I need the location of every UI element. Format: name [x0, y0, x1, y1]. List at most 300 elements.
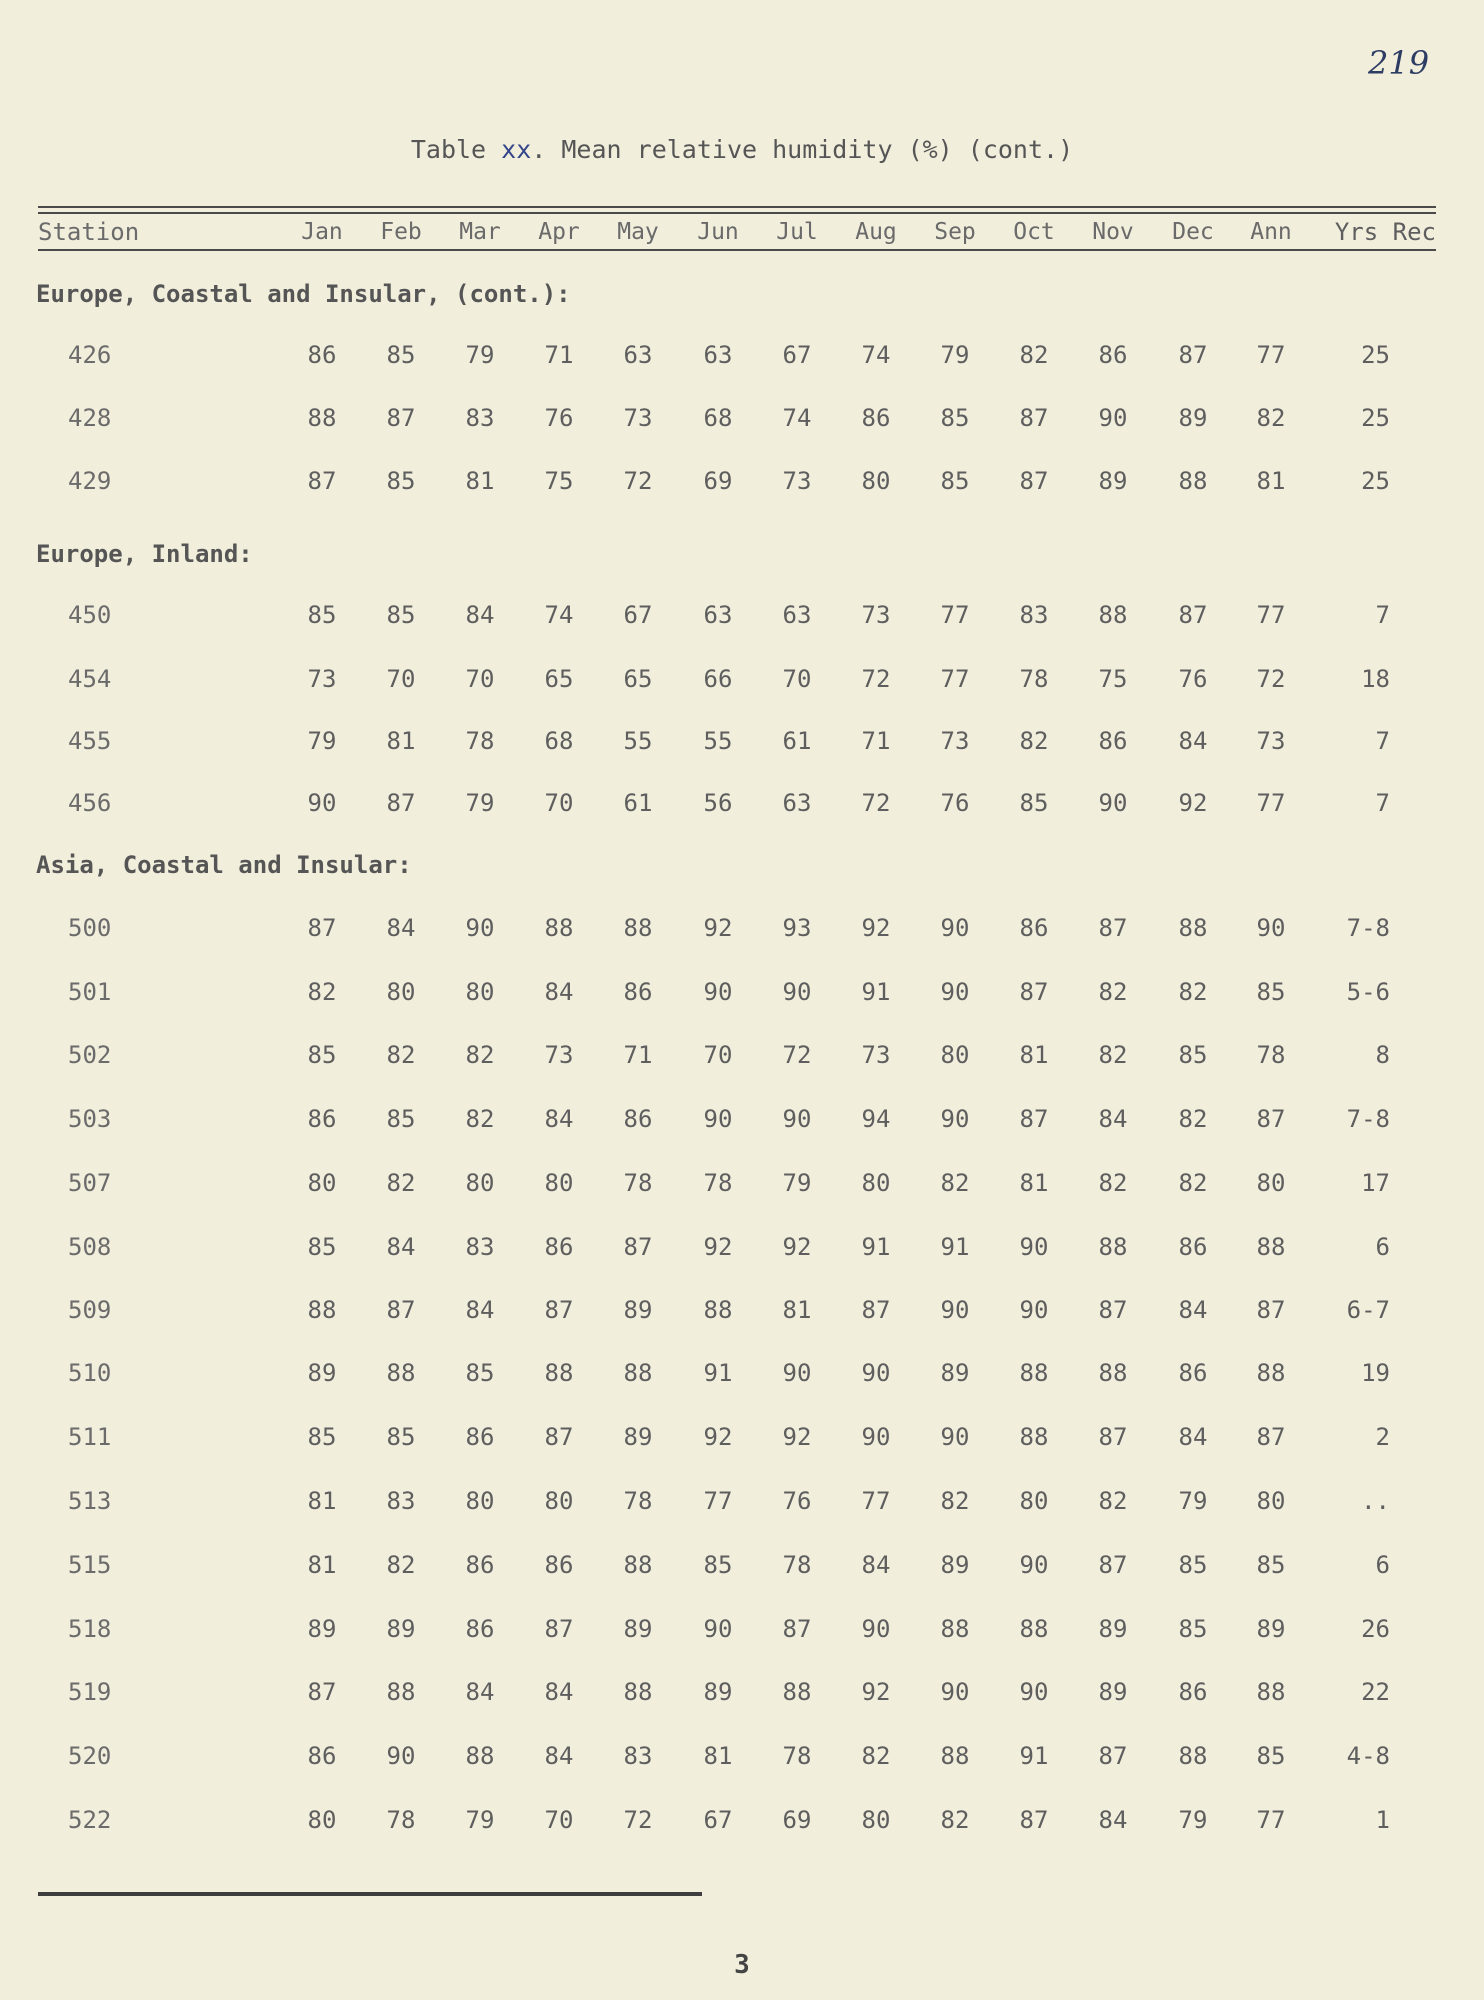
humidity-value: 90: [703, 1105, 733, 1133]
humidity-value: 76: [782, 1487, 812, 1515]
humidity-value: 82: [307, 978, 337, 1006]
header-station: Station: [38, 218, 140, 246]
humidity-value: 87: [1019, 404, 1049, 432]
humidity-value: 86: [307, 1742, 337, 1770]
years-recorded: 6: [1375, 1551, 1390, 1579]
humidity-value: 78: [1019, 665, 1049, 693]
humidity-value: 73: [307, 665, 337, 693]
humidity-value: 81: [703, 1742, 733, 1770]
humidity-value: 71: [623, 1041, 653, 1069]
humidity-value: 70: [782, 665, 812, 693]
humidity-value: 90: [940, 914, 970, 942]
section-heading: Europe, Coastal and Insular, (cont.):: [36, 280, 571, 308]
humidity-value: 82: [1019, 341, 1049, 369]
table-row: [0, 783, 1484, 823]
humidity-value: 90: [940, 978, 970, 1006]
table-row: [0, 398, 1484, 438]
humidity-value: 85: [307, 1423, 337, 1451]
humidity-value: 92: [703, 914, 733, 942]
humidity-value: 74: [861, 341, 891, 369]
humidity-value: 85: [1256, 978, 1286, 1006]
years-recorded: 25: [1361, 467, 1390, 495]
humidity-value: 88: [465, 1742, 495, 1770]
humidity-value: 55: [703, 727, 733, 755]
humidity-value: 56: [703, 789, 733, 817]
humidity-value: 92: [782, 1233, 812, 1261]
section-heading: Asia, Coastal and Insular:: [36, 851, 412, 879]
header-aug: Aug: [855, 219, 897, 245]
years-recorded: 7: [1375, 601, 1390, 629]
humidity-value: 87: [1098, 1551, 1128, 1579]
humidity-value: 86: [1098, 727, 1128, 755]
humidity-value: 73: [861, 1041, 891, 1069]
table-row: [0, 1417, 1484, 1457]
humidity-value: 86: [544, 1551, 574, 1579]
humidity-value: 85: [465, 1359, 495, 1387]
station-id: 455: [68, 727, 112, 755]
humidity-value: 88: [1019, 1359, 1049, 1387]
humidity-value: 89: [1098, 467, 1128, 495]
humidity-value: 82: [861, 1742, 891, 1770]
humidity-value: 86: [1178, 1233, 1208, 1261]
humidity-value: 72: [782, 1041, 812, 1069]
humidity-value: 83: [623, 1742, 653, 1770]
humidity-value: 82: [1098, 1487, 1128, 1515]
humidity-value: 88: [1256, 1233, 1286, 1261]
humidity-value: 82: [386, 1041, 416, 1069]
humidity-value: 77: [1256, 601, 1286, 629]
humidity-value: 80: [544, 1169, 574, 1197]
humidity-value: 86: [623, 978, 653, 1006]
humidity-value: 71: [861, 727, 891, 755]
humidity-value: 80: [861, 467, 891, 495]
humidity-value: 76: [544, 404, 574, 432]
humidity-value: 88: [386, 1678, 416, 1706]
humidity-value: 84: [544, 1742, 574, 1770]
humidity-value: 88: [782, 1678, 812, 1706]
header-jun: Jun: [697, 219, 739, 245]
table-row: [0, 1035, 1484, 1075]
humidity-value: 80: [1019, 1487, 1049, 1515]
humidity-value: 72: [861, 665, 891, 693]
humidity-value: 87: [307, 467, 337, 495]
humidity-value: 89: [703, 1678, 733, 1706]
humidity-value: 80: [861, 1169, 891, 1197]
section-heading: Europe, Inland:: [36, 540, 253, 568]
humidity-value: 88: [1098, 601, 1128, 629]
station-id: 522: [68, 1806, 112, 1834]
humidity-value: 84: [465, 1678, 495, 1706]
table-row: [0, 461, 1484, 501]
humidity-value: 88: [623, 914, 653, 942]
header-years-recorded: Yrs Rec: [1334, 218, 1436, 246]
humidity-value: 80: [861, 1806, 891, 1834]
humidity-value: 82: [940, 1487, 970, 1515]
humidity-value: 77: [1256, 1806, 1286, 1834]
humidity-value: 79: [307, 727, 337, 755]
humidity-value: 81: [386, 727, 416, 755]
humidity-value: 88: [623, 1359, 653, 1387]
header-ann: Ann: [1250, 219, 1292, 245]
table-row: [0, 1672, 1484, 1712]
humidity-value: 82: [1178, 1105, 1208, 1133]
humidity-value: 82: [386, 1551, 416, 1579]
humidity-value: 83: [465, 1233, 495, 1261]
humidity-value: 88: [1098, 1233, 1128, 1261]
station-id: 507: [68, 1169, 112, 1197]
station-id: 509: [68, 1296, 112, 1324]
station-id: 428: [68, 404, 112, 432]
humidity-value: 79: [1178, 1806, 1208, 1834]
table-number: xx: [501, 135, 532, 164]
station-id: 511: [68, 1423, 112, 1451]
humidity-value: 88: [940, 1742, 970, 1770]
humidity-value: 84: [544, 1678, 574, 1706]
humidity-value: 77: [1256, 341, 1286, 369]
station-id: 500: [68, 914, 112, 942]
bottom-rule: [38, 1892, 702, 1896]
humidity-value: 90: [1256, 914, 1286, 942]
humidity-value: 87: [386, 789, 416, 817]
years-recorded: 22: [1361, 1678, 1390, 1706]
header-apr: Apr: [538, 219, 580, 245]
humidity-value: 92: [782, 1423, 812, 1451]
station-id: 515: [68, 1551, 112, 1579]
humidity-value: 90: [940, 1423, 970, 1451]
page-number: 219: [1368, 44, 1430, 82]
footer-page-number: 3: [734, 1950, 750, 1980]
humidity-value: 88: [544, 1359, 574, 1387]
humidity-value: 80: [1256, 1169, 1286, 1197]
station-id: 520: [68, 1742, 112, 1770]
humidity-value: 68: [703, 404, 733, 432]
humidity-value: 87: [386, 1296, 416, 1324]
humidity-value: 84: [1178, 1423, 1208, 1451]
humidity-value: 88: [703, 1296, 733, 1324]
humidity-value: 85: [940, 404, 970, 432]
humidity-value: 92: [861, 914, 891, 942]
humidity-value: 92: [861, 1678, 891, 1706]
humidity-value: 87: [544, 1615, 574, 1643]
humidity-value: 86: [861, 404, 891, 432]
humidity-value: 90: [1019, 1296, 1049, 1324]
humidity-value: 90: [782, 1359, 812, 1387]
humidity-value: 81: [1019, 1169, 1049, 1197]
table-row: [0, 1545, 1484, 1585]
humidity-value: 89: [623, 1296, 653, 1324]
humidity-value: 61: [782, 727, 812, 755]
humidity-value: 88: [386, 1359, 416, 1387]
humidity-value: 88: [1178, 1742, 1208, 1770]
humidity-value: 66: [703, 665, 733, 693]
humidity-value: 88: [623, 1678, 653, 1706]
humidity-value: 76: [940, 789, 970, 817]
station-id: 429: [68, 467, 112, 495]
table-row: [0, 721, 1484, 761]
humidity-value: 63: [623, 341, 653, 369]
humidity-value: 89: [940, 1359, 970, 1387]
humidity-value: 85: [307, 1233, 337, 1261]
table-row: [0, 1736, 1484, 1776]
humidity-value: 94: [861, 1105, 891, 1133]
humidity-value: 70: [544, 1806, 574, 1834]
humidity-value: 72: [623, 467, 653, 495]
table-row: [0, 1609, 1484, 1649]
years-recorded: 5-6: [1346, 978, 1390, 1006]
header-mar: Mar: [459, 219, 501, 245]
humidity-value: 90: [386, 1742, 416, 1770]
station-id: 510: [68, 1359, 112, 1387]
station-id: 503: [68, 1105, 112, 1133]
humidity-value: 74: [544, 601, 574, 629]
humidity-value: 91: [861, 1233, 891, 1261]
humidity-value: 85: [386, 1423, 416, 1451]
humidity-value: 82: [1019, 727, 1049, 755]
humidity-value: 88: [1178, 467, 1208, 495]
humidity-value: 80: [1256, 1487, 1286, 1515]
humidity-value: 80: [940, 1041, 970, 1069]
humidity-value: 82: [1256, 404, 1286, 432]
humidity-value: 65: [623, 665, 653, 693]
table-row: [0, 1290, 1484, 1330]
humidity-value: 85: [940, 467, 970, 495]
humidity-value: 73: [623, 404, 653, 432]
humidity-value: 67: [623, 601, 653, 629]
table-row: [0, 659, 1484, 699]
humidity-value: 79: [465, 341, 495, 369]
humidity-value: 83: [1019, 601, 1049, 629]
humidity-value: 91: [703, 1359, 733, 1387]
humidity-value: 90: [1019, 1233, 1049, 1261]
station-id: 450: [68, 601, 112, 629]
humidity-value: 84: [861, 1551, 891, 1579]
humidity-value: 89: [307, 1359, 337, 1387]
humidity-value: 86: [465, 1551, 495, 1579]
humidity-value: 90: [1019, 1551, 1049, 1579]
humidity-value: 90: [861, 1615, 891, 1643]
humidity-value: 85: [386, 341, 416, 369]
humidity-value: 85: [386, 1105, 416, 1133]
humidity-value: 84: [465, 1296, 495, 1324]
humidity-value: 73: [940, 727, 970, 755]
header-dec: Dec: [1172, 219, 1214, 245]
humidity-value: 87: [1098, 1296, 1128, 1324]
humidity-value: 91: [861, 978, 891, 1006]
humidity-value: 92: [703, 1423, 733, 1451]
humidity-value: 87: [1019, 467, 1049, 495]
header-sep: Sep: [934, 219, 976, 245]
humidity-value: 85: [703, 1551, 733, 1579]
table-title: [0, 135, 1484, 164]
humidity-value: 72: [1256, 665, 1286, 693]
station-id: 426: [68, 341, 112, 369]
humidity-value: 87: [1256, 1105, 1286, 1133]
humidity-value: 67: [782, 341, 812, 369]
humidity-value: 89: [1256, 1615, 1286, 1643]
humidity-value: 78: [465, 727, 495, 755]
humidity-value: 82: [1098, 978, 1128, 1006]
humidity-value: 82: [1178, 978, 1208, 1006]
humidity-value: 88: [1098, 1359, 1128, 1387]
humidity-value: 87: [1019, 1105, 1049, 1133]
humidity-value: 86: [1178, 1359, 1208, 1387]
table-row: [0, 1163, 1484, 1203]
station-id: 502: [68, 1041, 112, 1069]
humidity-value: 71: [544, 341, 574, 369]
humidity-value: 90: [861, 1359, 891, 1387]
humidity-value: 80: [307, 1169, 337, 1197]
humidity-value: 80: [544, 1487, 574, 1515]
humidity-value: 87: [386, 404, 416, 432]
humidity-value: 84: [1178, 727, 1208, 755]
years-recorded: 7-8: [1346, 1105, 1390, 1133]
header-nov: Nov: [1092, 219, 1134, 245]
humidity-value: 90: [782, 1105, 812, 1133]
humidity-value: 74: [782, 404, 812, 432]
humidity-value: 87: [1256, 1296, 1286, 1324]
humidity-value: 79: [782, 1169, 812, 1197]
humidity-value: 85: [1178, 1041, 1208, 1069]
humidity-value: 90: [1098, 789, 1128, 817]
humidity-value: 86: [465, 1615, 495, 1643]
humidity-value: 77: [861, 1487, 891, 1515]
humidity-value: 63: [782, 601, 812, 629]
humidity-value: 68: [544, 727, 574, 755]
humidity-value: 88: [307, 1296, 337, 1324]
humidity-value: 72: [861, 789, 891, 817]
humidity-value: 63: [703, 601, 733, 629]
humidity-value: 87: [544, 1296, 574, 1324]
humidity-value: 78: [782, 1551, 812, 1579]
humidity-value: 78: [1256, 1041, 1286, 1069]
header-rule: [38, 249, 1436, 251]
table-row: [0, 1353, 1484, 1393]
station-id: 501: [68, 978, 112, 1006]
header-jan: Jan: [301, 219, 343, 245]
humidity-value: 90: [940, 1296, 970, 1324]
humidity-value: 82: [465, 1041, 495, 1069]
humidity-value: 86: [1178, 1678, 1208, 1706]
humidity-value: 79: [465, 789, 495, 817]
humidity-value: 86: [1098, 341, 1128, 369]
years-recorded: 1: [1375, 1806, 1390, 1834]
humidity-value: 70: [386, 665, 416, 693]
humidity-value: 77: [940, 601, 970, 629]
humidity-value: 82: [940, 1169, 970, 1197]
humidity-value: 87: [307, 914, 337, 942]
years-recorded: 8: [1375, 1041, 1390, 1069]
humidity-value: 84: [544, 978, 574, 1006]
humidity-value: 85: [386, 601, 416, 629]
humidity-value: 90: [703, 978, 733, 1006]
years-recorded: 19: [1361, 1359, 1390, 1387]
years-recorded: 7-8: [1346, 914, 1390, 942]
humidity-value: 90: [1098, 404, 1128, 432]
humidity-value: 93: [782, 914, 812, 942]
humidity-value: 87: [782, 1615, 812, 1643]
humidity-value: 87: [861, 1296, 891, 1324]
humidity-value: 81: [782, 1296, 812, 1324]
humidity-value: 85: [1256, 1742, 1286, 1770]
humidity-value: 70: [465, 665, 495, 693]
humidity-value: 88: [307, 404, 337, 432]
humidity-value: 82: [386, 1169, 416, 1197]
years-recorded: 25: [1361, 341, 1390, 369]
humidity-value: 87: [623, 1233, 653, 1261]
table-row: [0, 1099, 1484, 1139]
humidity-value: 79: [1178, 1487, 1208, 1515]
humidity-value: 75: [1098, 665, 1128, 693]
years-recorded: 7: [1375, 727, 1390, 755]
humidity-value: 87: [544, 1423, 574, 1451]
humidity-value: 81: [307, 1551, 337, 1579]
humidity-value: 91: [940, 1233, 970, 1261]
humidity-value: 63: [782, 789, 812, 817]
humidity-value: 76: [1178, 665, 1208, 693]
humidity-value: 63: [703, 341, 733, 369]
humidity-value: 89: [307, 1615, 337, 1643]
humidity-value: 88: [1019, 1615, 1049, 1643]
humidity-value: 85: [1256, 1551, 1286, 1579]
humidity-value: 89: [1098, 1678, 1128, 1706]
humidity-value: 77: [1256, 789, 1286, 817]
station-id: 518: [68, 1615, 112, 1643]
humidity-value: 85: [1178, 1551, 1208, 1579]
humidity-value: 55: [623, 727, 653, 755]
header-feb: Feb: [380, 219, 422, 245]
humidity-value: 84: [544, 1105, 574, 1133]
humidity-value: 84: [1098, 1806, 1128, 1834]
humidity-value: 83: [386, 1487, 416, 1515]
humidity-value: 91: [1019, 1742, 1049, 1770]
humidity-value: 80: [465, 1487, 495, 1515]
humidity-value: 88: [940, 1615, 970, 1643]
humidity-value: 90: [861, 1423, 891, 1451]
humidity-value: 69: [782, 1806, 812, 1834]
humidity-value: 90: [940, 1678, 970, 1706]
humidity-value: 88: [1256, 1678, 1286, 1706]
humidity-value: 72: [623, 1806, 653, 1834]
humidity-value: 90: [307, 789, 337, 817]
humidity-value: 82: [940, 1806, 970, 1834]
humidity-value: 81: [1256, 467, 1286, 495]
humidity-value: 88: [623, 1551, 653, 1579]
humidity-value: 89: [1098, 1615, 1128, 1643]
humidity-value: 73: [861, 601, 891, 629]
humidity-value: 87: [1098, 1423, 1128, 1451]
humidity-value: 86: [544, 1233, 574, 1261]
humidity-value: 77: [940, 665, 970, 693]
table-row: [0, 595, 1484, 635]
top-rule: [38, 206, 1436, 208]
humidity-value: 82: [1098, 1041, 1128, 1069]
humidity-value: 87: [1019, 978, 1049, 1006]
humidity-value: 87: [1178, 601, 1208, 629]
table-row: [0, 1481, 1484, 1521]
station-id: 513: [68, 1487, 112, 1515]
humidity-value: 88: [1178, 914, 1208, 942]
humidity-value: 79: [465, 1806, 495, 1834]
humidity-value: 85: [386, 467, 416, 495]
humidity-value: 73: [544, 1041, 574, 1069]
humidity-value: 84: [386, 1233, 416, 1261]
humidity-value: 86: [623, 1105, 653, 1133]
station-id: 508: [68, 1233, 112, 1261]
humidity-value: 84: [386, 914, 416, 942]
years-recorded: 6-7: [1346, 1296, 1390, 1324]
humidity-value: 87: [1098, 914, 1128, 942]
humidity-value: 89: [386, 1615, 416, 1643]
